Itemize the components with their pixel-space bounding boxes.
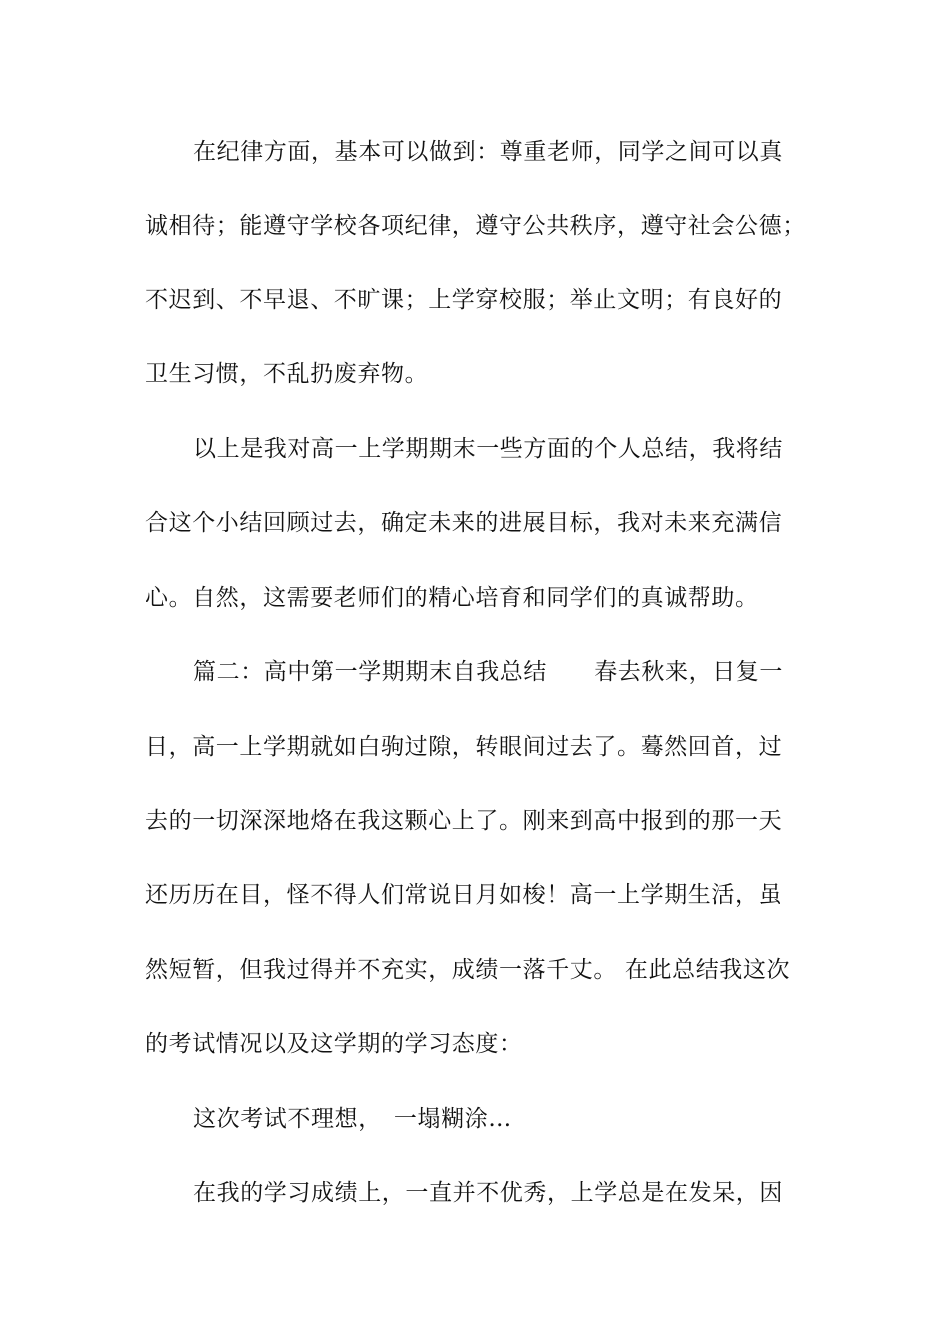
- paragraph-line: 去的一切深深地烙在我这颗心上了。刚来到高中报到的那一天: [145, 808, 783, 834]
- paragraph-line: 然短暂，但我过得并不充实，成绩一落千丈。 在此总结我这次: [145, 957, 791, 983]
- paragraph-line: 的考试情况以及这学期的学习态度：: [145, 1031, 523, 1057]
- paragraph-line: 这次考试不理想， 一塌糊涂…: [193, 1106, 512, 1132]
- paragraph-line: 在我的学习成绩上，一直并不优秀，上学总是在发呆，因: [193, 1180, 783, 1206]
- paragraph-line: 不迟到、不早退、不旷课；上学穿校服；举止文明；有良好的: [145, 287, 783, 313]
- paragraph-line: 诚相待；能遵守学校各项纪律，遵守公共秩序，遵守社会公德；: [145, 213, 806, 239]
- paragraph-line: 在纪律方面，基本可以做到：尊重老师，同学之间可以真: [193, 139, 783, 165]
- paragraph-line: 以上是我对高一上学期期末一些方面的个人总结，我将结: [193, 436, 783, 462]
- paragraph-line: 日，高一上学期就如白驹过隙，转眼间过去了。蓦然回首，过: [145, 734, 783, 760]
- paragraph-line: 心。自然，这需要老师们的精心培育和同学们的真诚帮助。: [145, 585, 759, 611]
- paragraph-line: 还历历在目，怪不得人们常说日月如梭！高一上学期生活，虽: [145, 882, 783, 908]
- paragraph-line: 卫生习惯，不乱扔废弃物。: [145, 361, 429, 387]
- section-heading-line: 篇二：高中第一学期期末自我总结 春去秋来，日复一: [193, 659, 783, 685]
- paragraph-line: 合这个小结回顾过去，确定未来的进展目标，我对未来充满信: [145, 510, 783, 536]
